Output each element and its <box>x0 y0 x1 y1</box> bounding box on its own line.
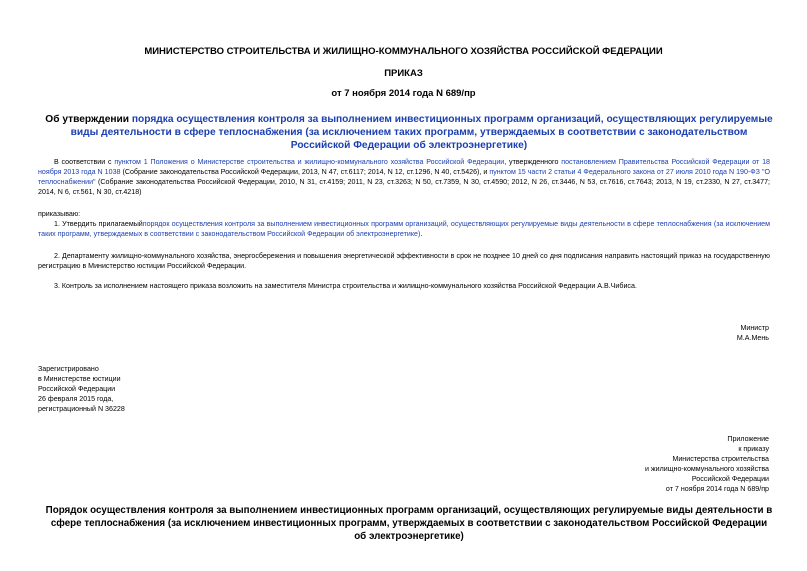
registration-line-4: 26 февраля 2015 года, <box>38 395 114 403</box>
title-link[interactable]: порядка осуществления контроля за выполнением инвестиционных программ организаций, осуществляющих регулируемые виды деятельности в сфере теплоснабжения (за исключением таких программ, утверждаемых в соответствии с законодательством Российской Федерации об электроэнергетике) <box>70 114 773 151</box>
appendix-line-3: Министерства строительства <box>672 455 769 463</box>
appendix-line-4: и жилищно-коммунального хозяйства <box>644 465 769 473</box>
signature-block <box>737 323 769 343</box>
item1-link-procedure[interactable]: порядок осуществления контроля за выполнением инвестиционных программ организаций, осуществляющих регулируемые виды деятельности в сфере теплоснабжения (за исключением таких программ, утверждаемых в соответствии с законодательством Российской Федерации об электроэнергетике) <box>38 220 771 238</box>
orders-label: приказываю: <box>38 210 81 218</box>
preamble-text-2: , утвержденного <box>504 158 562 166</box>
order-item-1 <box>38 219 770 239</box>
registration-line-5: регистрационный N 36228 <box>38 405 125 413</box>
appendix-line-5: Российской Федерации <box>691 475 769 483</box>
item1-text: 1. Утвердить прилагаемый <box>54 220 143 228</box>
registration-line-3: Российской Федерации <box>38 385 116 393</box>
title-prefix: Об утверждении <box>45 114 132 125</box>
registration-line-2: в Министерстве юстиции <box>38 375 121 383</box>
signature-name: М.А.Мень <box>736 334 769 342</box>
signature-position: Министр <box>740 324 769 332</box>
preamble-link-regulation[interactable]: пунктом 1 Положения о Министерстве строительства и жилищно-коммунального хозяйства Российской Федерации <box>114 158 505 166</box>
order-item-2: 2. Департаменту жилищно-коммунального хозяйства, энергосбережения и повышения энергетической эффективности в срок не позднее 10 дней со дня подписания направить настоящий приказ на государственную регистрацию в Министерство юстиции Российской Федерации. <box>38 252 770 270</box>
doc-date-number: от 7 ноября 2014 года N 689/пр <box>331 88 476 99</box>
registration-block <box>38 364 125 414</box>
appendix-line-1: Приложение <box>727 435 769 443</box>
document-title <box>44 113 774 152</box>
preamble-link-law[interactable]: пунктом 15 части 2 статьи 4 Федерального закона от 27 июля 2010 года N 190-ФЗ "О теплоснабжении" <box>38 168 770 186</box>
ministry-heading: МИНИСТЕРСТВО СТРОИТЕЛЬСТВА И ЖИЛИЩНО-КОММУНАЛЬНОГО ХОЗЯЙСТВА РОССИЙСКОЙ ФЕДЕРАЦИИ <box>144 46 663 57</box>
preamble-link-decree[interactable]: постановлением Правительства Российской Федерации от 18 ноября 2013 года N 1038 <box>38 158 771 176</box>
preamble-text-3: (Собрание законодательства Российской Федерации, 2013, N 47, ст.6117; 2014, N 12, ст.1296, N 40, ст.5426), и <box>120 168 490 176</box>
preamble-text-1: В соответствии с <box>54 158 115 166</box>
registration-line-1: Зарегистрировано <box>38 365 99 373</box>
appendix-title: Порядок осуществления контроля за выполнением инвестиционных программ организаций, осуществляющих регулируемые виды деятельности в сфере теплоснабжения (за исключением инвестиционных программ, утверждаемых в соответствии с законодательством Российской Федерации об электроэнергетике) <box>45 505 773 542</box>
appendix-line-2: к приказу <box>738 445 769 453</box>
preamble-paragraph <box>38 157 770 197</box>
preamble-text-4: (Собрание законодательства Российской Федерации, 2010, N 31, ст.4159; 2011, N 23, ст.3263; N 50, ст.7359, N 30, ст.4590; 2012, N 26, ст.3446, N 53, ст.7616, ст.7643; 2013, N 19, ст.2330, N 27, ст.3477; 2014, N 6, ст.561, N 30, ст.4218) <box>38 178 770 196</box>
order-item-3: 3. Контроль за исполнением настоящего приказа возложить на заместителя Министра строительства и жилищно-коммунального хозяйства Российской Федерации А.В.Чибиса. <box>54 282 637 290</box>
appendix-block <box>645 434 769 494</box>
appendix-line-6: от 7 ноября 2014 года N 689/пр <box>665 485 769 493</box>
item1-end: . <box>420 230 423 238</box>
doc-type-heading: ПРИКАЗ <box>384 68 423 79</box>
